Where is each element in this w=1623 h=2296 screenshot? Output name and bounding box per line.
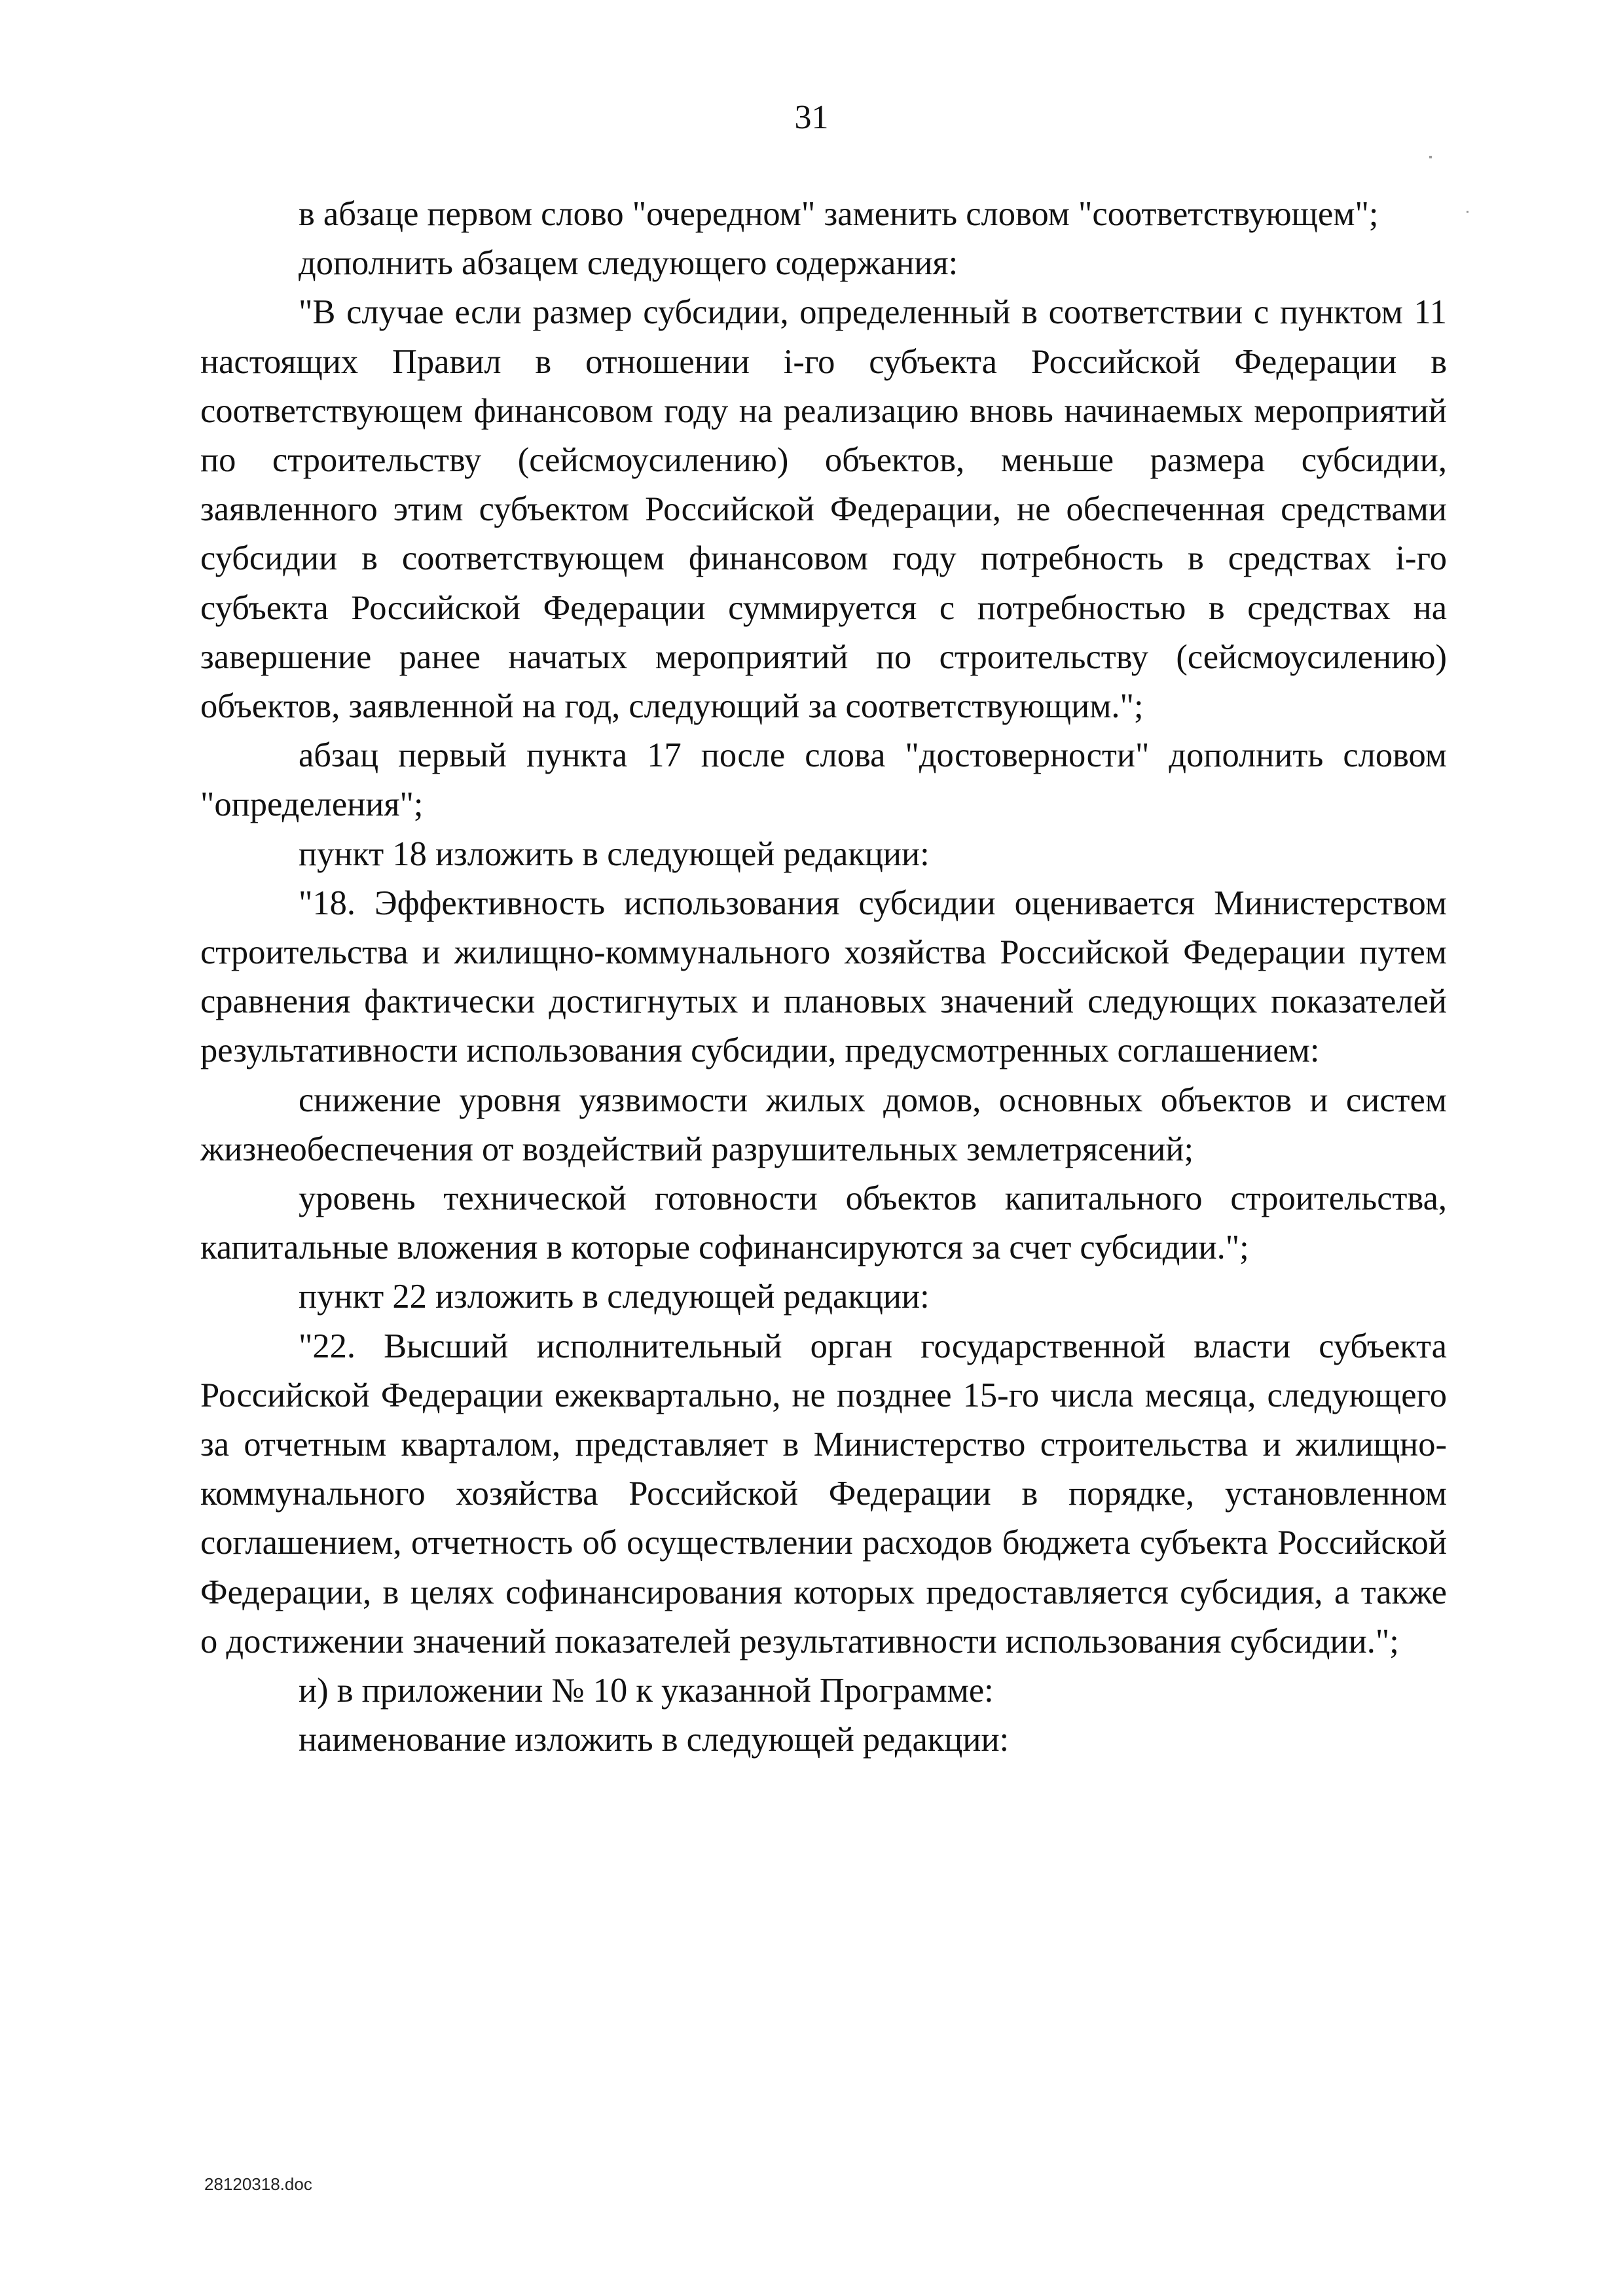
scan-speck xyxy=(1429,156,1432,158)
paragraph: "18. Эффективность использования субсидии оценивается Министерством строительства и жилищно-коммунального хозяйства Российской Федерации путем сравнения фактически достигнутых и плановых значений следующих показателей результативности использования субсидии, предусмотренных соглашением: xyxy=(200,884,1447,1070)
paragraph: пункт 18 изложить в следующей редакции: xyxy=(299,834,930,873)
paragraph: "В случае если размер субсидии, определенный в соответствии с пунктом 11 настоящих Правил в отношении i-го субъекта Российской Федерации в соответствующем финансовом году на реализацию вновь начинаемых мероприятий по строительству (сейсмоусилению) объектов, меньше размера субсидии, заявленного этим субъектом Российской Федерации, не обеспеченная средствами субсидии в соответствующем финансовом году потребность в средствах i-го субъекта Российской Федерации суммируется с потребностью в средствах на завершение ранее начатых мероприятий по строительству (сейсмоусилению) объектов, заявленной на год, следующий за соответствующим."; xyxy=(200,293,1447,726)
scan-speck xyxy=(1467,211,1468,213)
page-number: 31 xyxy=(794,99,829,136)
paragraph: "22. Высший исполнительный орган государственной власти субъекта Российской Федерации ежеквартально, не позднее 15-го числа месяца, следующего за отчетным кварталом, представляет в Министерство строительства и жилищно-коммунального хозяйства Российской Федерации в порядке, установленном соглашением, отчетность об осуществлении расходов бюджета субъекта Российской Федерации, в целях софинансирования которых предоставляется субсидия, а также о достижении значений показателей результативности использования субсидии."; xyxy=(200,1327,1447,1660)
paragraph: и) в приложении № 10 к указанной Программе: xyxy=(299,1672,994,1710)
footer-filename: 28120318.doc xyxy=(204,2174,312,2194)
paragraph: абзац первый пункта 17 после слова "достоверности" дополнить словом "определения"; xyxy=(200,736,1447,824)
paragraph: дополнить абзацем следующего содержания: xyxy=(299,244,958,283)
paragraph: наименование изложить в следующей редакции: xyxy=(299,1721,1010,1759)
paragraph: в абзаце первом слово "очередном" заменить словом "соответствующем"; xyxy=(299,195,1379,233)
document-body xyxy=(200,190,1447,1765)
paragraph: снижение уровня уязвимости жилых домов, основных объектов и систем жизнеобеспечения от воздействий разрушительных землетрясений; xyxy=(200,1081,1447,1168)
paragraph: пункт 22 изложить в следующей редакции: xyxy=(299,1278,930,1316)
paragraph: уровень технической готовности объектов капитального строительства, капитальные вложения в которые софинансируются за счет субсидии."; xyxy=(200,1179,1447,1267)
